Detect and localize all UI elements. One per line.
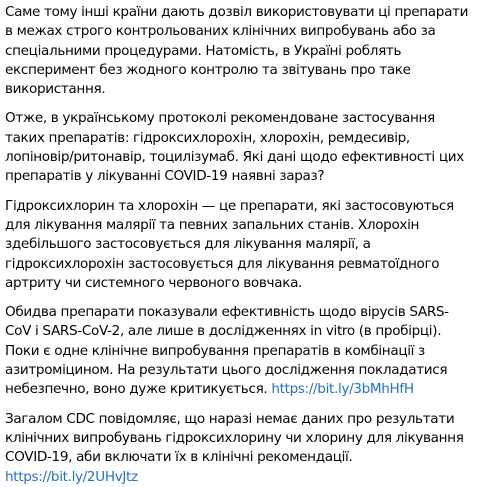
text-line bbox=[5, 380, 491, 399]
paragraph-2 bbox=[5, 109, 491, 186]
text-line: гідроксихлорохін застосовується для лікування ревматоїдного bbox=[5, 255, 440, 272]
text-line: для лікування малярії та певних запальних станів. Хлорохін bbox=[5, 216, 420, 233]
text-line: CoV і SARS-CoV-2, але лише в дослідженнях in vitro (в пробірці). bbox=[5, 323, 442, 340]
paragraph-4 bbox=[5, 303, 491, 399]
text-line: Саме тому інші країни дають дозвіл використовувати ці препарати bbox=[5, 4, 469, 20]
text-line: в межах строго контрольованих клінічних випробувань або за bbox=[5, 23, 436, 40]
text-line: експеримент без жодного контролю та звітувань про таке bbox=[5, 61, 411, 78]
source-link-2[interactable]: https://bit.ly/2UHvJtz bbox=[5, 468, 138, 485]
text-line bbox=[5, 468, 491, 487]
text-line: азитроміцином. На результати цього дослідження покладатися bbox=[5, 362, 448, 379]
text-line: здебільшого застосовується для лікування малярії, а bbox=[5, 236, 371, 253]
paragraph-1 bbox=[5, 3, 491, 99]
paragraph-3 bbox=[5, 197, 491, 293]
text-line: Поки є одне клінічне випробування препаратів в комбінації з bbox=[5, 342, 425, 359]
text-line: використання. bbox=[5, 81, 106, 98]
text-line: Гідроксихлорин та хлорохін — це препарати, які застосовуються bbox=[5, 197, 454, 214]
text-line: спеціальними процедурами. Натомість, в Україні роблять bbox=[5, 42, 402, 59]
text-line: Загалом CDC повідомляє, що наразі немає даних про результати bbox=[5, 410, 455, 427]
text-line: артриту чи системного червоного вовчака. bbox=[5, 274, 303, 291]
text-line: лопіновір/ритонавір, тоцилізумаб. Які дані щодо ефективності цих bbox=[5, 149, 464, 166]
paragraph-5 bbox=[5, 410, 491, 487]
text-line: таких препаратів: гідроксихлорохін, хлорохін, ремдесивір, bbox=[5, 129, 410, 146]
text-line: Отже, в українському протоколі рекомендоване застосування bbox=[5, 110, 435, 127]
text-line: клінічних випробувань гідроксихлорину чи хлорину для лікування bbox=[5, 429, 464, 446]
text-line: Обидва препарати показували ефективність щодо вірусів SARS- bbox=[5, 304, 449, 321]
text-line: COVID-19, аби включати їх в клінічні рекомендації. bbox=[5, 449, 353, 466]
text-line-segment: небезпечно, воно дуже критикується. bbox=[5, 381, 272, 398]
source-link-1[interactable]: https://bit.ly/3bMhHfH bbox=[271, 381, 414, 398]
text-line: препаратів у лікуванні COVID-19 наявні зараз? bbox=[5, 168, 325, 185]
